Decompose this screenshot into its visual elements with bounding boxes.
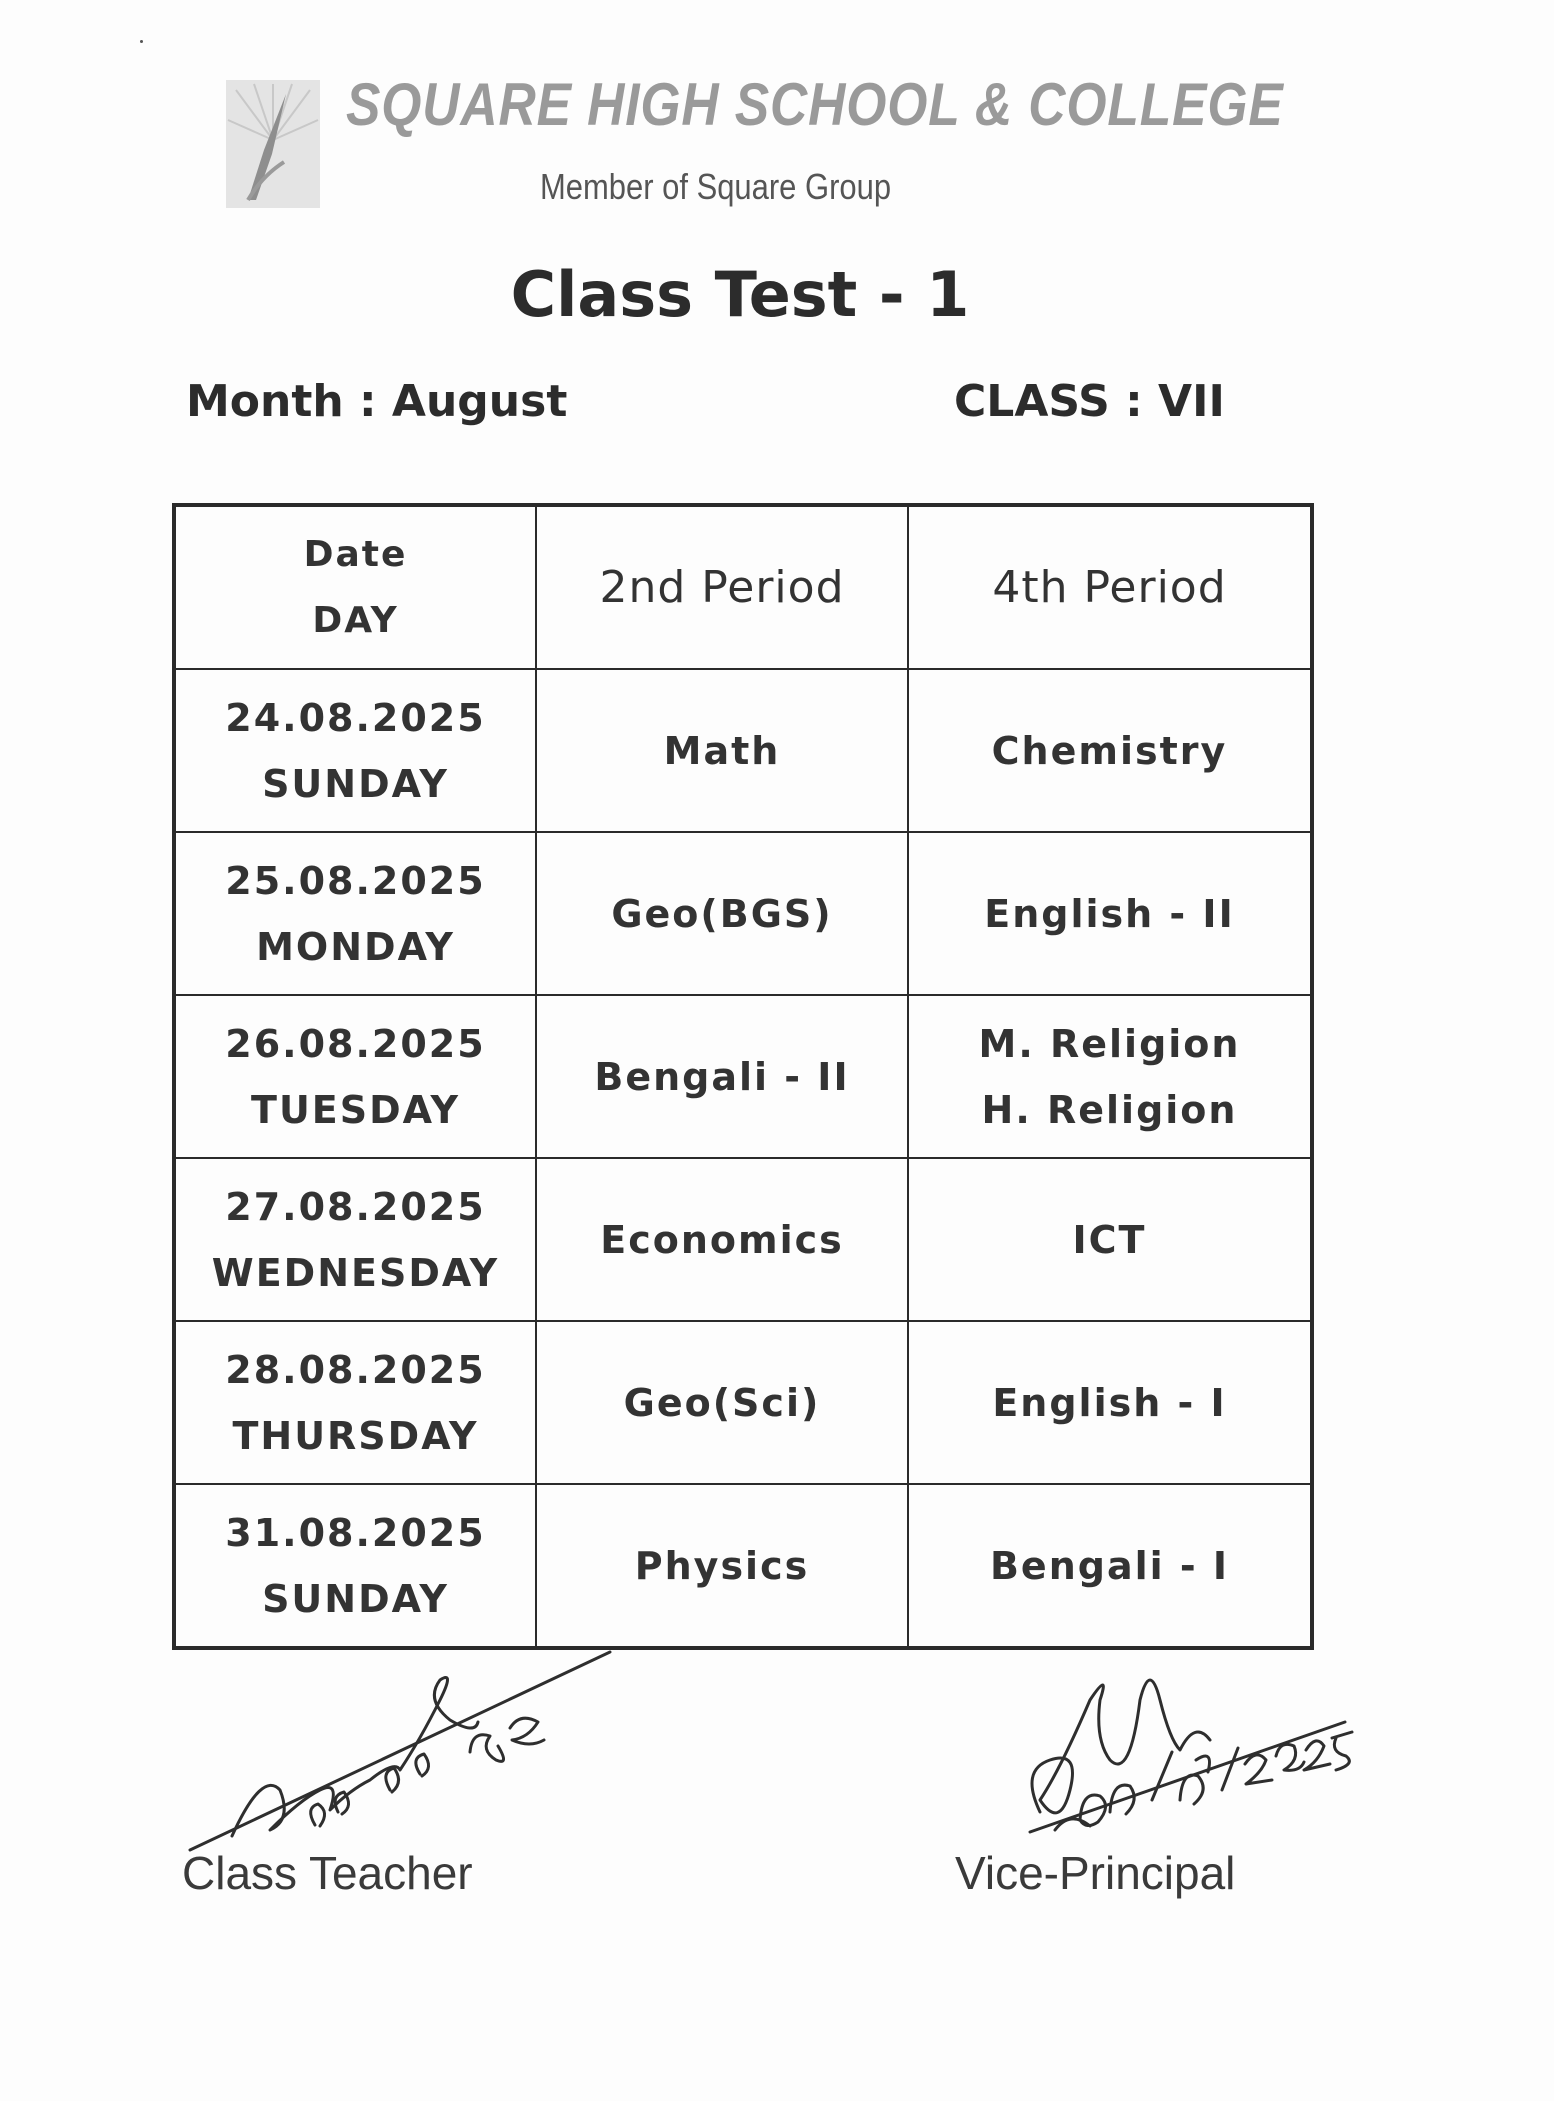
date-day-cell [174,1321,536,1484]
header-date-label: Date [303,533,408,575]
exam-schedule-table [172,503,1314,1650]
period-2-cell [536,1321,908,1484]
school-name: SQUARE HIGH SCHOOL & COLLEGE [346,71,1284,138]
period-4-cell [908,669,1312,832]
subject-text: Math [663,728,781,773]
subject-text: English - II [984,891,1235,936]
table-row [174,1321,1312,1484]
page-title: Class Test - 1 [510,258,970,331]
table-row [174,832,1312,995]
period-2-cell [536,832,908,995]
date-day-cell [174,1158,536,1321]
table-row [174,1484,1312,1648]
date-text: 31.08.2025 [225,1510,486,1555]
vice-principal-label: Vice-Principal [955,1847,1236,1899]
day-text: THURSDAY [232,1413,479,1458]
school-crest-icon [226,80,320,208]
date-text: 25.08.2025 [225,858,486,903]
member-line: Member of Square Group [540,166,892,207]
date-text: 28.08.2025 [225,1347,486,1392]
month-label: Month : August [186,376,568,427]
subject-text: Physics [634,1543,810,1588]
period-4-cell [908,1321,1312,1484]
period-2-cell [536,669,908,832]
date-text: 24.08.2025 [225,695,486,740]
header-date-day [174,505,536,669]
subject-text: Bengali - I [989,1543,1230,1588]
table-body [174,669,1312,1648]
period-4-cell [908,1484,1312,1648]
period-2-cell [536,1158,908,1321]
date-text: 27.08.2025 [225,1184,486,1229]
subject-text: M. Religion [978,1021,1241,1066]
subject-text: ICT [1072,1217,1147,1262]
table-row [174,1158,1312,1321]
teacher-signature [190,1652,610,1850]
date-day-cell [174,995,536,1158]
header-day-label: DAY [312,599,399,641]
vp-signature [1030,1722,1345,1832]
date-text: 26.08.2025 [225,1021,486,1066]
day-text: TUESDAY [251,1087,460,1132]
period-4-cell [908,1158,1312,1321]
header-period-2: 2nd Period [536,505,908,669]
period-2-cell [536,995,908,1158]
class-label: CLASS : VII [954,376,1225,427]
header-period-4: 4th Period [908,505,1312,669]
period-4-cell [908,832,1312,995]
subject-text: Geo(Sci) [623,1380,821,1425]
subject-text: H. Religion [981,1087,1238,1132]
day-text: WEDNESDAY [211,1250,500,1295]
date-day-cell [174,832,536,995]
period-4-cell [908,995,1312,1158]
day-text: SUNDAY [262,761,449,806]
date-day-cell [174,669,536,832]
subject-text: English - I [992,1380,1227,1425]
table-row [174,669,1312,832]
subject-text: Bengali - II [594,1054,850,1099]
day-text: SUNDAY [262,1576,449,1621]
table-header-row [174,505,1312,669]
period-2-cell [536,1484,908,1648]
scan-speck [140,40,143,43]
date-day-cell [174,1484,536,1648]
subject-text: Chemistry [991,728,1228,773]
class-teacher-label: Class Teacher [182,1847,473,1899]
table-row [174,995,1312,1158]
day-text: MONDAY [256,924,455,969]
subject-text: Geo(BGS) [611,891,833,936]
subject-text: Economics [600,1217,844,1262]
